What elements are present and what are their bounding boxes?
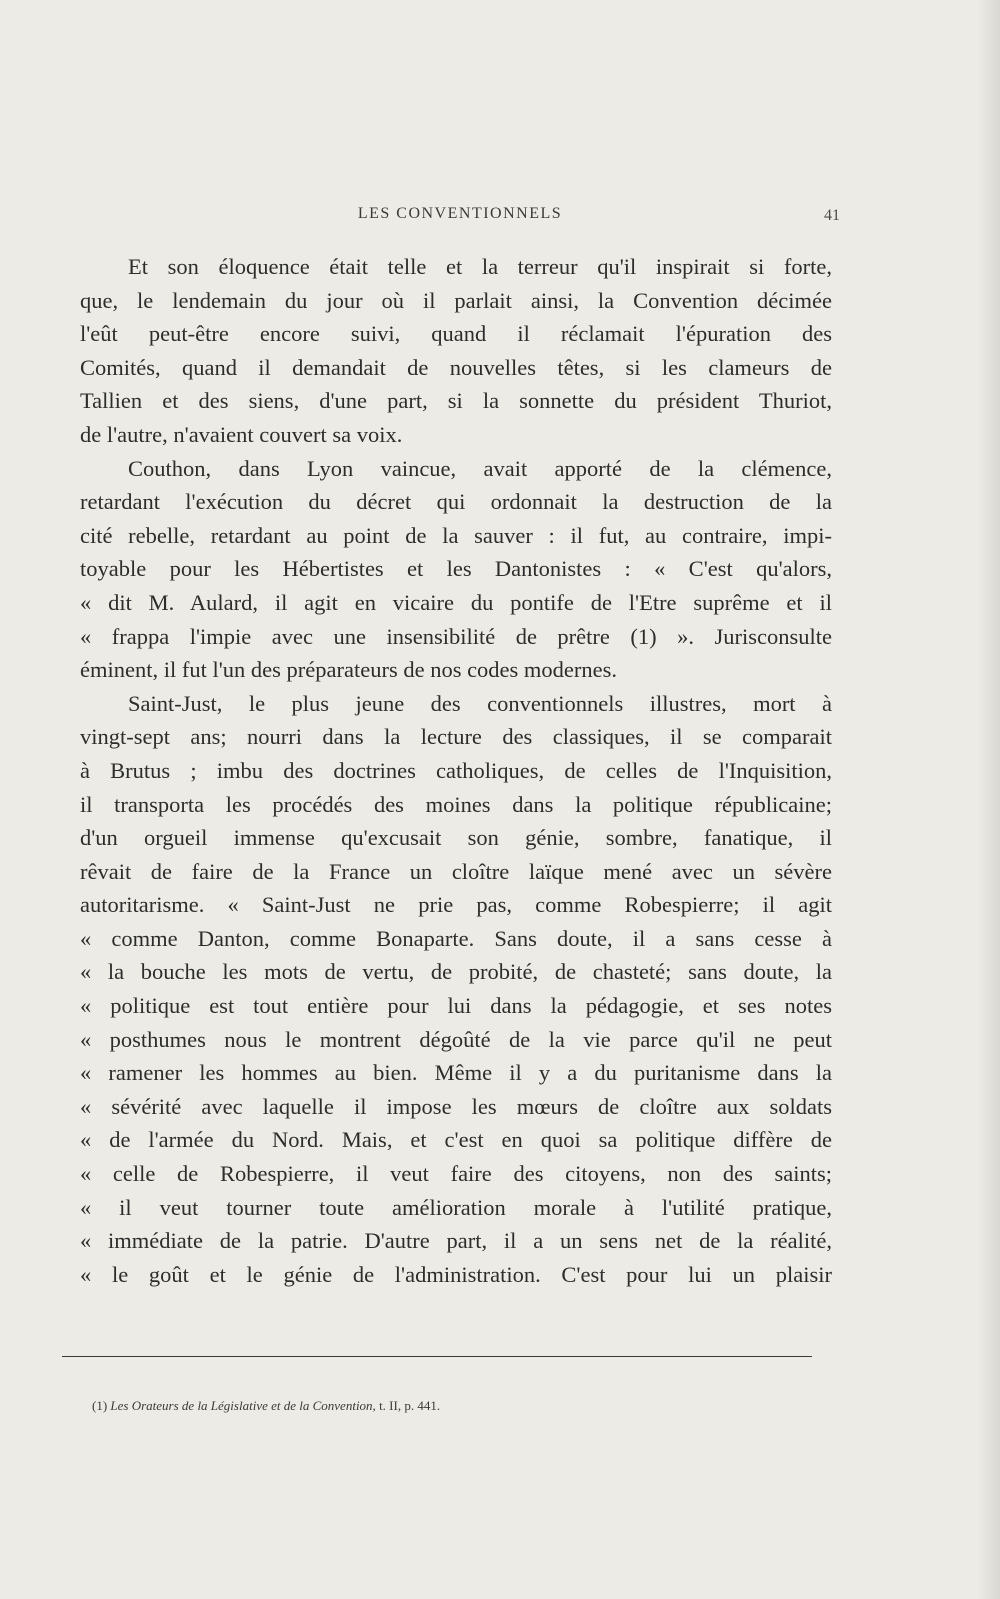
text-line: « le goût et le génie de l'administration. C'est pour lui un plaisir bbox=[80, 1261, 832, 1287]
footnote-reference: t. II, p. 441. bbox=[379, 1398, 441, 1413]
text-line: « frappa l'impie avec une insensibilité de prêtre (1) ». Jurisconsulte bbox=[80, 623, 832, 649]
page-number: 41 bbox=[824, 207, 840, 224]
text-line: l'eût peut-être encore suivi, quand il réclamait l'épuration des bbox=[80, 321, 832, 347]
page-header bbox=[80, 205, 840, 231]
page-edge-shadow bbox=[978, 0, 1000, 1599]
text-line: que, le lendemain du jour où il parlait ainsi, la Convention décimée bbox=[80, 287, 832, 313]
text-line: cité rebelle, retardant au point de la sauver : il fut, au contraire, impi- bbox=[80, 522, 832, 548]
text-line: Saint-Just, le plus jeune des conventionnels illustres, mort à bbox=[128, 690, 832, 716]
text-line: Couthon, dans Lyon vaincue, avait apporté de la clémence, bbox=[128, 455, 832, 481]
text-line: « ramener les hommes au bien. Même il y a du puritanisme dans la bbox=[80, 1060, 832, 1086]
text-line: « politique est tout entière pour lui dans la pédagogie, et ses notes bbox=[80, 993, 832, 1019]
footnote-marker: (1) bbox=[92, 1398, 108, 1413]
text-line: vingt-sept ans; nourri dans la lecture des classiques, il se comparait bbox=[80, 724, 832, 750]
text-line: de l'autre, n'avaient couvert sa voix. bbox=[80, 421, 403, 447]
text-line: « immédiate de la patrie. D'autre part, il a un sens net de la réalité, bbox=[80, 1228, 832, 1254]
text-line: à Brutus ; imbu des doctrines catholiques, de celles de l'Inquisition, bbox=[80, 757, 832, 783]
footnote bbox=[92, 1398, 792, 1414]
text-line: autoritarisme. « Saint-Just ne prie pas, comme Robespierre; il agit bbox=[80, 892, 832, 918]
text-line: rêvait de faire de la France un cloître laïque mené avec un sévère bbox=[80, 858, 832, 884]
text-line: d'un orgueil immense qu'excusait son génie, sombre, fanatique, il bbox=[80, 825, 832, 851]
text-line: « sévérité avec laquelle il impose les mœurs de cloître aux soldats bbox=[80, 1093, 832, 1119]
running-title: LES CONVENTIONNELS bbox=[357, 205, 563, 222]
text-line: « comme Danton, comme Bonaparte. Sans doute, il a sans cesse à bbox=[80, 925, 832, 951]
footnote-rule bbox=[62, 1356, 812, 1357]
text-line: éminent, il fut l'un des préparateurs de nos codes modernes. bbox=[80, 657, 618, 683]
text-line: « il veut tourner toute amélioration morale à l'utilité pratique, bbox=[80, 1194, 832, 1220]
text-line: « dit M. Aulard, il agit en vicaire du pontife de l'Etre suprême et il bbox=[80, 589, 832, 615]
text-line: « celle de Robespierre, il veut faire des citoyens, non des saints; bbox=[80, 1161, 832, 1187]
text-line: retardant l'exécution du décret qui ordonnait la destruction de la bbox=[80, 489, 832, 515]
text-line: « la bouche les mots de vertu, de probité, de chasteté; sans doute, la bbox=[80, 959, 832, 985]
text-line: Tallien et des siens, d'une part, si la sonnette du président Thuriot, bbox=[80, 388, 832, 414]
text-line: il transporta les procédés des moines dans la politique républicaine; bbox=[80, 791, 832, 817]
text-line: « posthumes nous le montrent dégoûté de la vie parce qu'il ne peut bbox=[80, 1026, 832, 1052]
footnote-title: Les Orateurs de la Législative et de la Convention, bbox=[110, 1398, 376, 1413]
text-line: Comités, quand il demandait de nouvelles têtes, si les clameurs de bbox=[80, 354, 832, 380]
text-line: toyable pour les Hébertistes et les Dantonistes : « C'est qu'alors, bbox=[80, 556, 832, 582]
body-text bbox=[80, 250, 832, 1291]
text-line: Et son éloquence était telle et la terreur qu'il inspirait si forte, bbox=[128, 254, 832, 279]
text-line: « de l'armée du Nord. Mais, et c'est en quoi sa politique diffère de bbox=[80, 1127, 832, 1153]
